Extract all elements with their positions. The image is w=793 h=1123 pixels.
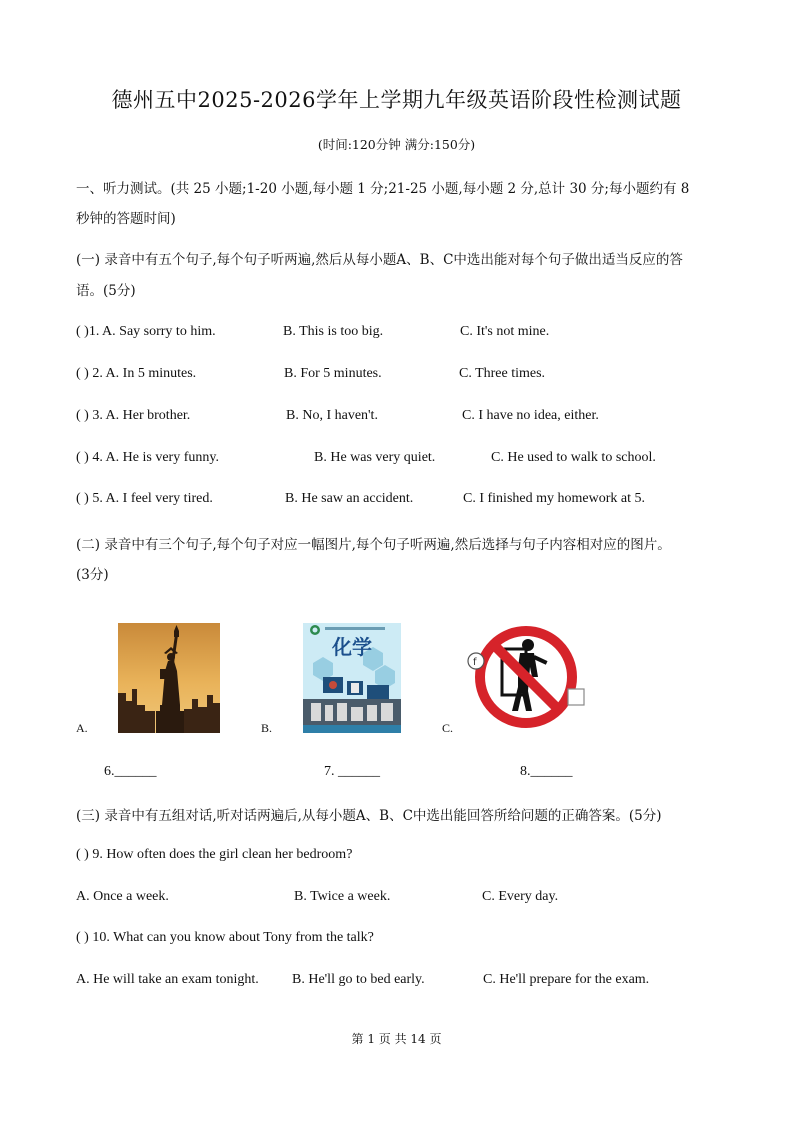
exam-meta: (时间:120分钟 满分:150分): [317, 137, 476, 152]
question-10-option-a: A. He will take an exam tonight.: [76, 972, 259, 987]
part1-instruction-line1: (一) 录音中有五个句子,每个句子听两遍,然后从每小题A、B、C中选出能对每个句子做出适当反应的答: [76, 252, 683, 268]
picture-label-c: C.: [442, 721, 454, 735]
part1-instruction-line2: 语。(5分): [76, 283, 136, 299]
picture-label-b: B.: [261, 721, 273, 735]
question-10-option-c: C. He'll prepare for the exam.: [483, 972, 650, 987]
page-footer: 第 1 页 共 14 页: [351, 1032, 442, 1046]
question-5-a: ( ) 5. A. I feel very tired.: [76, 491, 213, 506]
part2-instruction-line2: (3分): [76, 567, 109, 583]
no-entry-sign-image: [462, 615, 592, 737]
question-4-b: B. He was very quiet.: [314, 450, 436, 465]
question-9-option-b: B. Twice a week.: [294, 889, 391, 904]
question-4-a: ( ) 4. A. He is very funny.: [76, 450, 219, 465]
question-10-option-b: B. He'll go to bed early.: [292, 972, 425, 987]
answer-blank-7[interactable]: 7. ______: [324, 764, 380, 779]
chemistry-textbook-image: [303, 623, 401, 733]
question-2-a: ( ) 2. A. In 5 minutes.: [76, 366, 197, 381]
question-9: ( ) 9. How often does the girl clean her bedroom?: [76, 847, 353, 862]
question-3-b: B. No, I haven't.: [286, 408, 378, 423]
question-3-c: C. I have no idea, either.: [462, 408, 599, 423]
question-2-b: B. For 5 minutes.: [284, 366, 382, 381]
svg-text:f: f: [473, 657, 477, 668]
question-1-b: B. This is too big.: [283, 324, 384, 339]
question-3-a: ( ) 3. A. Her brother.: [76, 408, 191, 423]
question-10: ( ) 10. What can you know about Tony from the talk?: [76, 930, 374, 945]
statue-of-liberty-image: [118, 623, 220, 733]
question-5-b: B. He saw an accident.: [285, 491, 414, 506]
answer-blank-6[interactable]: 6.______: [104, 764, 157, 779]
page-title: 德州五中2025-2026学年上学期九年级英语阶段性检测试题: [111, 88, 682, 112]
question-2-c: C. Three times.: [459, 366, 546, 381]
section1-line1: 一、听力测试。(共 25 小题;1-20 小题,每小题 1 分;21-25 小题,每小题 2 分,总计 30 分;每小题约有 8: [76, 181, 690, 197]
answer-blank-8[interactable]: 8.______: [520, 764, 573, 779]
question-1-a: ( )1. A. Say sorry to him.: [76, 324, 216, 339]
question-1-c: C. It's not mine.: [460, 324, 550, 339]
section1-line2: 秒钟的答题时间): [76, 211, 176, 227]
book-title: 化学: [332, 635, 372, 659]
part3-instruction: (三) 录音中有五组对话,听对话两遍后,从每小题A、B、C中选出能回答所给问题的正确答案。(5分): [76, 808, 662, 824]
part2-instruction-line1: (二) 录音中有三个句子,每个句子对应一幅图片,每个句子听两遍,然后选择与句子内容相对应的图片。: [76, 537, 671, 553]
question-5-c: C. I finished my homework at 5.: [463, 491, 645, 506]
question-9-option-c: C. Every day.: [482, 889, 559, 904]
question-9-option-a: A. Once a week.: [76, 889, 169, 904]
picture-label-a: A.: [76, 721, 88, 735]
question-4-c: C. He used to walk to school.: [491, 450, 656, 465]
